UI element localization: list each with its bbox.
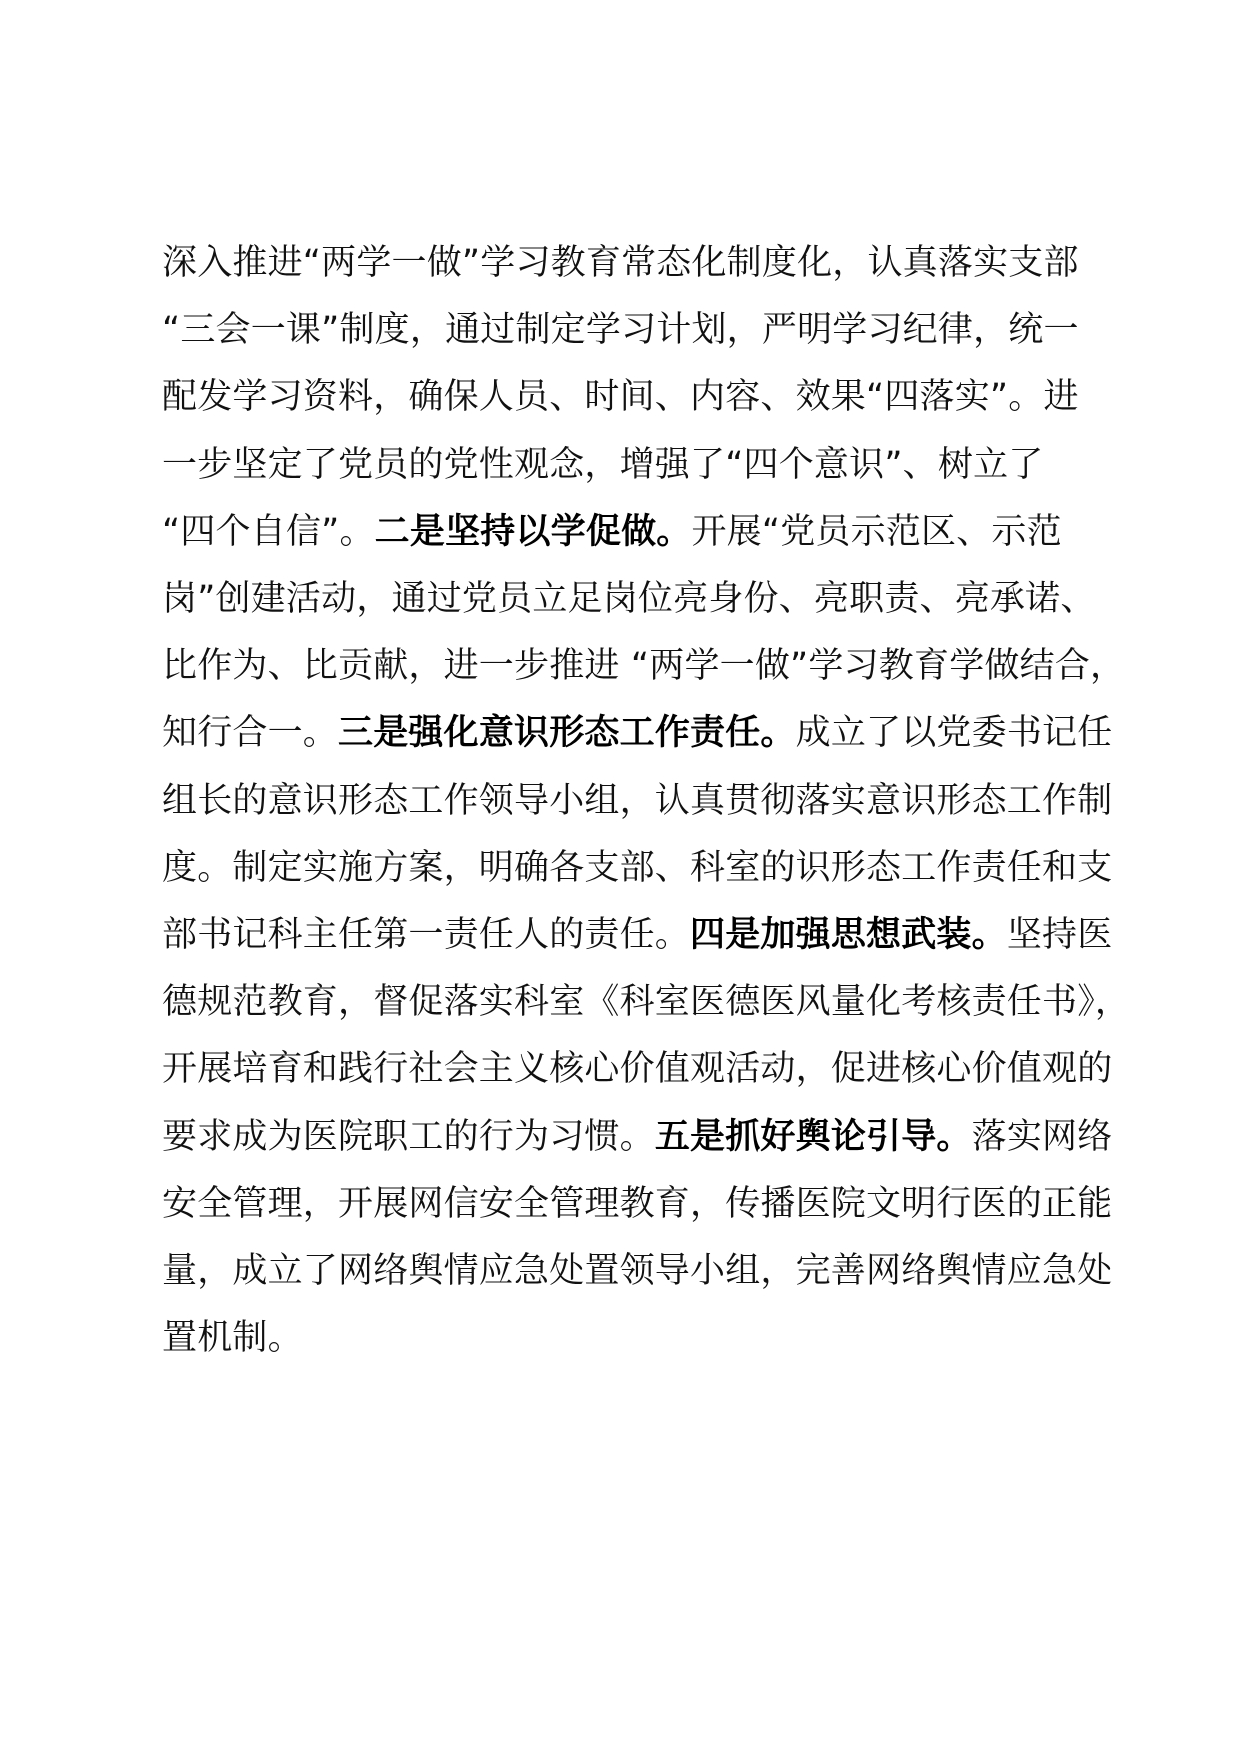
- body-text: 知行合一。: [162, 713, 339, 754]
- bold-heading-text: 四是加强思想武装。: [690, 915, 1007, 955]
- text-line: [162, 305, 1079, 355]
- text-line: [162, 977, 1130, 1027]
- text-line: [162, 910, 1112, 960]
- text-line: [162, 1112, 1112, 1162]
- text-line: [162, 641, 1125, 691]
- text-line: [162, 574, 1096, 624]
- text-line: [162, 776, 1112, 826]
- body-text: 安全管理，开展网信安全管理教育，传播医院文明行医的正能: [162, 1183, 1113, 1224]
- body-text: “三会一课”制度，通过制定学习计划，严明学习纪律，统一: [162, 310, 1079, 351]
- text-line: [162, 1179, 1112, 1229]
- body-text: 坚持医: [1006, 915, 1113, 955]
- text-line: [162, 1313, 303, 1363]
- body-text: 岗”创建活动，通过党员立足岗位亮身份、亮职责、亮承诺、: [162, 579, 1096, 619]
- body-text: 开展培育和践行社会主义核心价值观活动，促进核心价值观的: [162, 1049, 1113, 1090]
- body-text: 德规范教育，督促落实科室《科室医德医风量化考核责任书》，: [162, 982, 1131, 1023]
- body-text: 组长的意识形态工作领导小组，认真贯彻落实意识形态工作制: [162, 780, 1113, 821]
- text-line: [162, 1044, 1112, 1094]
- body-text: 置机制。: [162, 1318, 303, 1359]
- body-text: “四个自信”。: [162, 511, 375, 552]
- body-text: 成立了以党委书记任: [795, 713, 1113, 754]
- text-line: [162, 507, 1062, 557]
- text-line: [162, 1246, 1112, 1296]
- body-text: 度。制定实施方案，明确各支部、科室的识形态工作责任和支: [162, 847, 1113, 888]
- body-text: 量，成立了网络舆情应急处置领导小组，完善网络舆情应急处: [162, 1251, 1113, 1291]
- bold-heading-text: 五是抓好舆论引导。: [654, 1116, 972, 1157]
- body-text: 比作为、比贡献，进一步推进 “两学一做”学习教育学做结合，: [162, 646, 1126, 687]
- text-line: [162, 440, 1043, 490]
- body-text: 落实网络: [971, 1116, 1113, 1157]
- body-text: 要求成为医院职工的行为习惯。: [162, 1116, 655, 1157]
- body-text: 配发学习资料，确保人员、时间、内容、效果“四落实”。进: [162, 377, 1079, 418]
- body-text: 一步坚定了党员的党性观念，增强了“四个意识”、树立了: [162, 444, 1044, 485]
- text-line: [162, 843, 1112, 893]
- body-text: 开展“党员示范区、示范: [691, 511, 1062, 552]
- text-line: [162, 238, 1079, 288]
- bold-heading-text: 二是坚持以学促做。: [374, 511, 692, 552]
- body-text: 深入推进“两学一做”学习教育常态化制度化，认真落实支部: [162, 243, 1079, 283]
- text-line: [162, 372, 1079, 422]
- bold-heading-text: 三是强化意识形态工作责任。: [338, 713, 796, 754]
- body-text: 部书记科主任第一责任人的责任。: [162, 915, 691, 955]
- text-line: [162, 708, 1112, 758]
